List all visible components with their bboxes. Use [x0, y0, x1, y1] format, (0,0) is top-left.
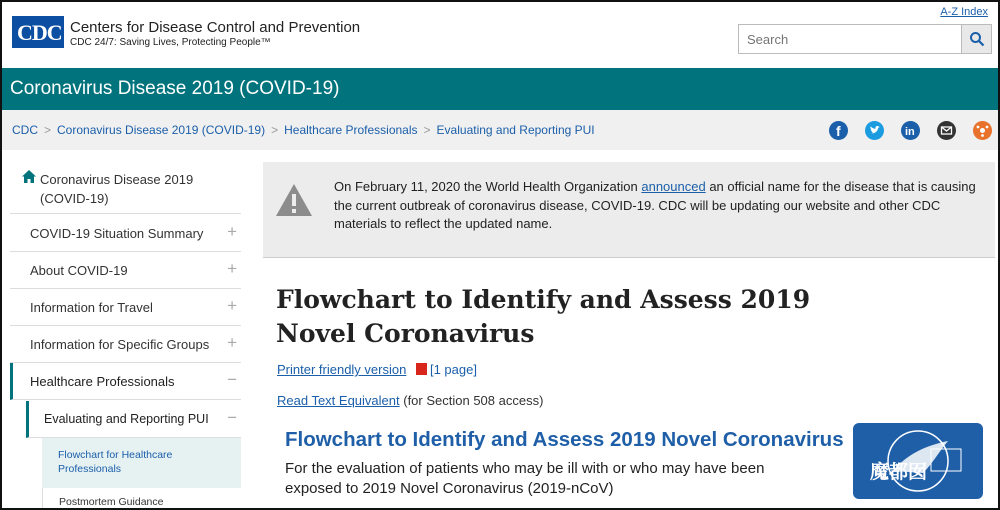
sidebar-nav — [10, 158, 241, 508]
svg-text:in: in — [905, 126, 915, 138]
sidebar-item-travel[interactable] — [10, 289, 241, 326]
sidebar-item-healthcare-professionals[interactable] — [10, 363, 241, 400]
announced-link[interactable]: announced — [641, 179, 706, 194]
printer-friendly-link[interactable]: Printer friendly version — [277, 362, 407, 377]
sidebar-item-label: About COVID-19 — [30, 263, 128, 278]
flowchart-subtitle: For the evaluation of patients who may be ill with or who may have been exposed to 2019 Novel Coronavirus (2019-nCoV) — [285, 460, 765, 497]
sidebar-home-label: Coronavirus Disease 2019 (COVID-19) — [40, 172, 194, 206]
expand-icon[interactable]: + — [227, 222, 237, 241]
search-box — [738, 24, 992, 54]
sidebar-item-evaluating-reporting[interactable] — [26, 401, 241, 438]
sidebar-item-label: Evaluating and Reporting PUI — [44, 412, 209, 426]
sidebar-item-label: Information for Specific Groups — [30, 337, 210, 352]
site-tagline: CDC 24/7: Saving Lives, Protecting People™ — [70, 37, 271, 48]
alert-text-before: On February 11, 2020 the World Health Organization — [334, 179, 642, 194]
email-icon[interactable] — [937, 121, 956, 140]
svg-text:f: f — [836, 123, 841, 139]
sidebar-item-label: Flowchart for Healthcare Professionals — [58, 449, 173, 475]
sidebar-item-specific-groups[interactable] — [10, 326, 241, 363]
breadcrumb-item-covid[interactable]: Coronavirus Disease 2019 (COVID-19) — [57, 123, 266, 137]
breadcrumb-separator: > — [271, 123, 279, 137]
twitter-icon[interactable] — [865, 121, 884, 140]
sidebar-item-flowchart[interactable] — [42, 438, 241, 488]
breadcrumb-item-cdc[interactable]: CDC — [12, 123, 38, 137]
sidebar-item-label: Postmortem Guidance — [59, 496, 164, 508]
alert-text-after: an official name for the disease that is causing the current outbreak of coronavirus disease, COVID-19. CDC will be updating our website and other CDC materials to reflect the updated name. — [334, 179, 976, 231]
search-icon — [969, 31, 985, 47]
sidebar-item-label: Healthcare Professionals — [30, 374, 175, 389]
az-index-link[interactable]: A-Z Index — [940, 6, 988, 18]
cdc-logo[interactable] — [12, 16, 64, 48]
sidebar-item-postmortem[interactable] — [42, 488, 241, 510]
banner-title[interactable]: Coronavirus Disease 2019 (COVID-19) — [10, 78, 340, 99]
breadcrumb — [12, 123, 595, 137]
page-title: Flowchart to Identify and Assess 2019 Novel Coronavirus — [276, 285, 811, 348]
facebook-icon[interactable] — [829, 121, 848, 140]
printer-pages[interactable]: [1 page] — [429, 362, 477, 377]
search-input[interactable] — [739, 25, 961, 53]
expand-icon[interactable]: + — [227, 259, 237, 278]
sidebar-item-label: Information for Travel — [30, 300, 153, 315]
alert-banner — [263, 162, 995, 258]
linkedin-icon[interactable] — [901, 121, 920, 140]
sidebar-item-home[interactable] — [10, 158, 241, 214]
read-text-line — [277, 393, 543, 408]
alert-text — [334, 178, 984, 234]
expand-icon[interactable]: + — [227, 333, 237, 352]
breadcrumb-item-evaluating[interactable]: Evaluating and Reporting PUI — [436, 123, 595, 137]
sidebar-item-label: COVID-19 Situation Summary — [30, 226, 204, 241]
collapse-icon[interactable]: − — [227, 370, 237, 389]
syndicate-icon[interactable] — [973, 121, 992, 140]
sidebar-item-about[interactable] — [10, 252, 241, 289]
social-share-bar — [829, 121, 992, 140]
pdf-icon — [416, 363, 427, 375]
site-title: Centers for Disease Control and Prevention — [70, 19, 361, 36]
search-button[interactable] — [961, 25, 991, 53]
sidebar-item-situation-summary[interactable] — [10, 215, 241, 252]
watermark-text: 魔都囡 — [870, 462, 928, 483]
warning-icon — [275, 183, 313, 217]
section-508-note: (for Section 508 access) — [399, 393, 544, 408]
read-text-equivalent-link[interactable]: Read Text Equivalent — [277, 393, 400, 408]
printer-friendly-line — [277, 362, 477, 377]
site-header — [2, 2, 998, 68]
logo-text: CDC — [17, 20, 62, 45]
breadcrumb-bar — [2, 110, 998, 150]
expand-icon[interactable]: + — [227, 296, 237, 315]
section-banner — [2, 68, 998, 110]
breadcrumb-separator: > — [423, 123, 431, 137]
breadcrumb-separator: > — [44, 123, 52, 137]
breadcrumb-item-healthcare[interactable]: Healthcare Professionals — [284, 123, 418, 137]
home-icon — [22, 170, 36, 183]
flowchart-heading: Flowchart to Identify and Assess 2019 Novel Coronavirus — [285, 428, 844, 451]
collapse-icon[interactable]: − — [227, 408, 237, 427]
